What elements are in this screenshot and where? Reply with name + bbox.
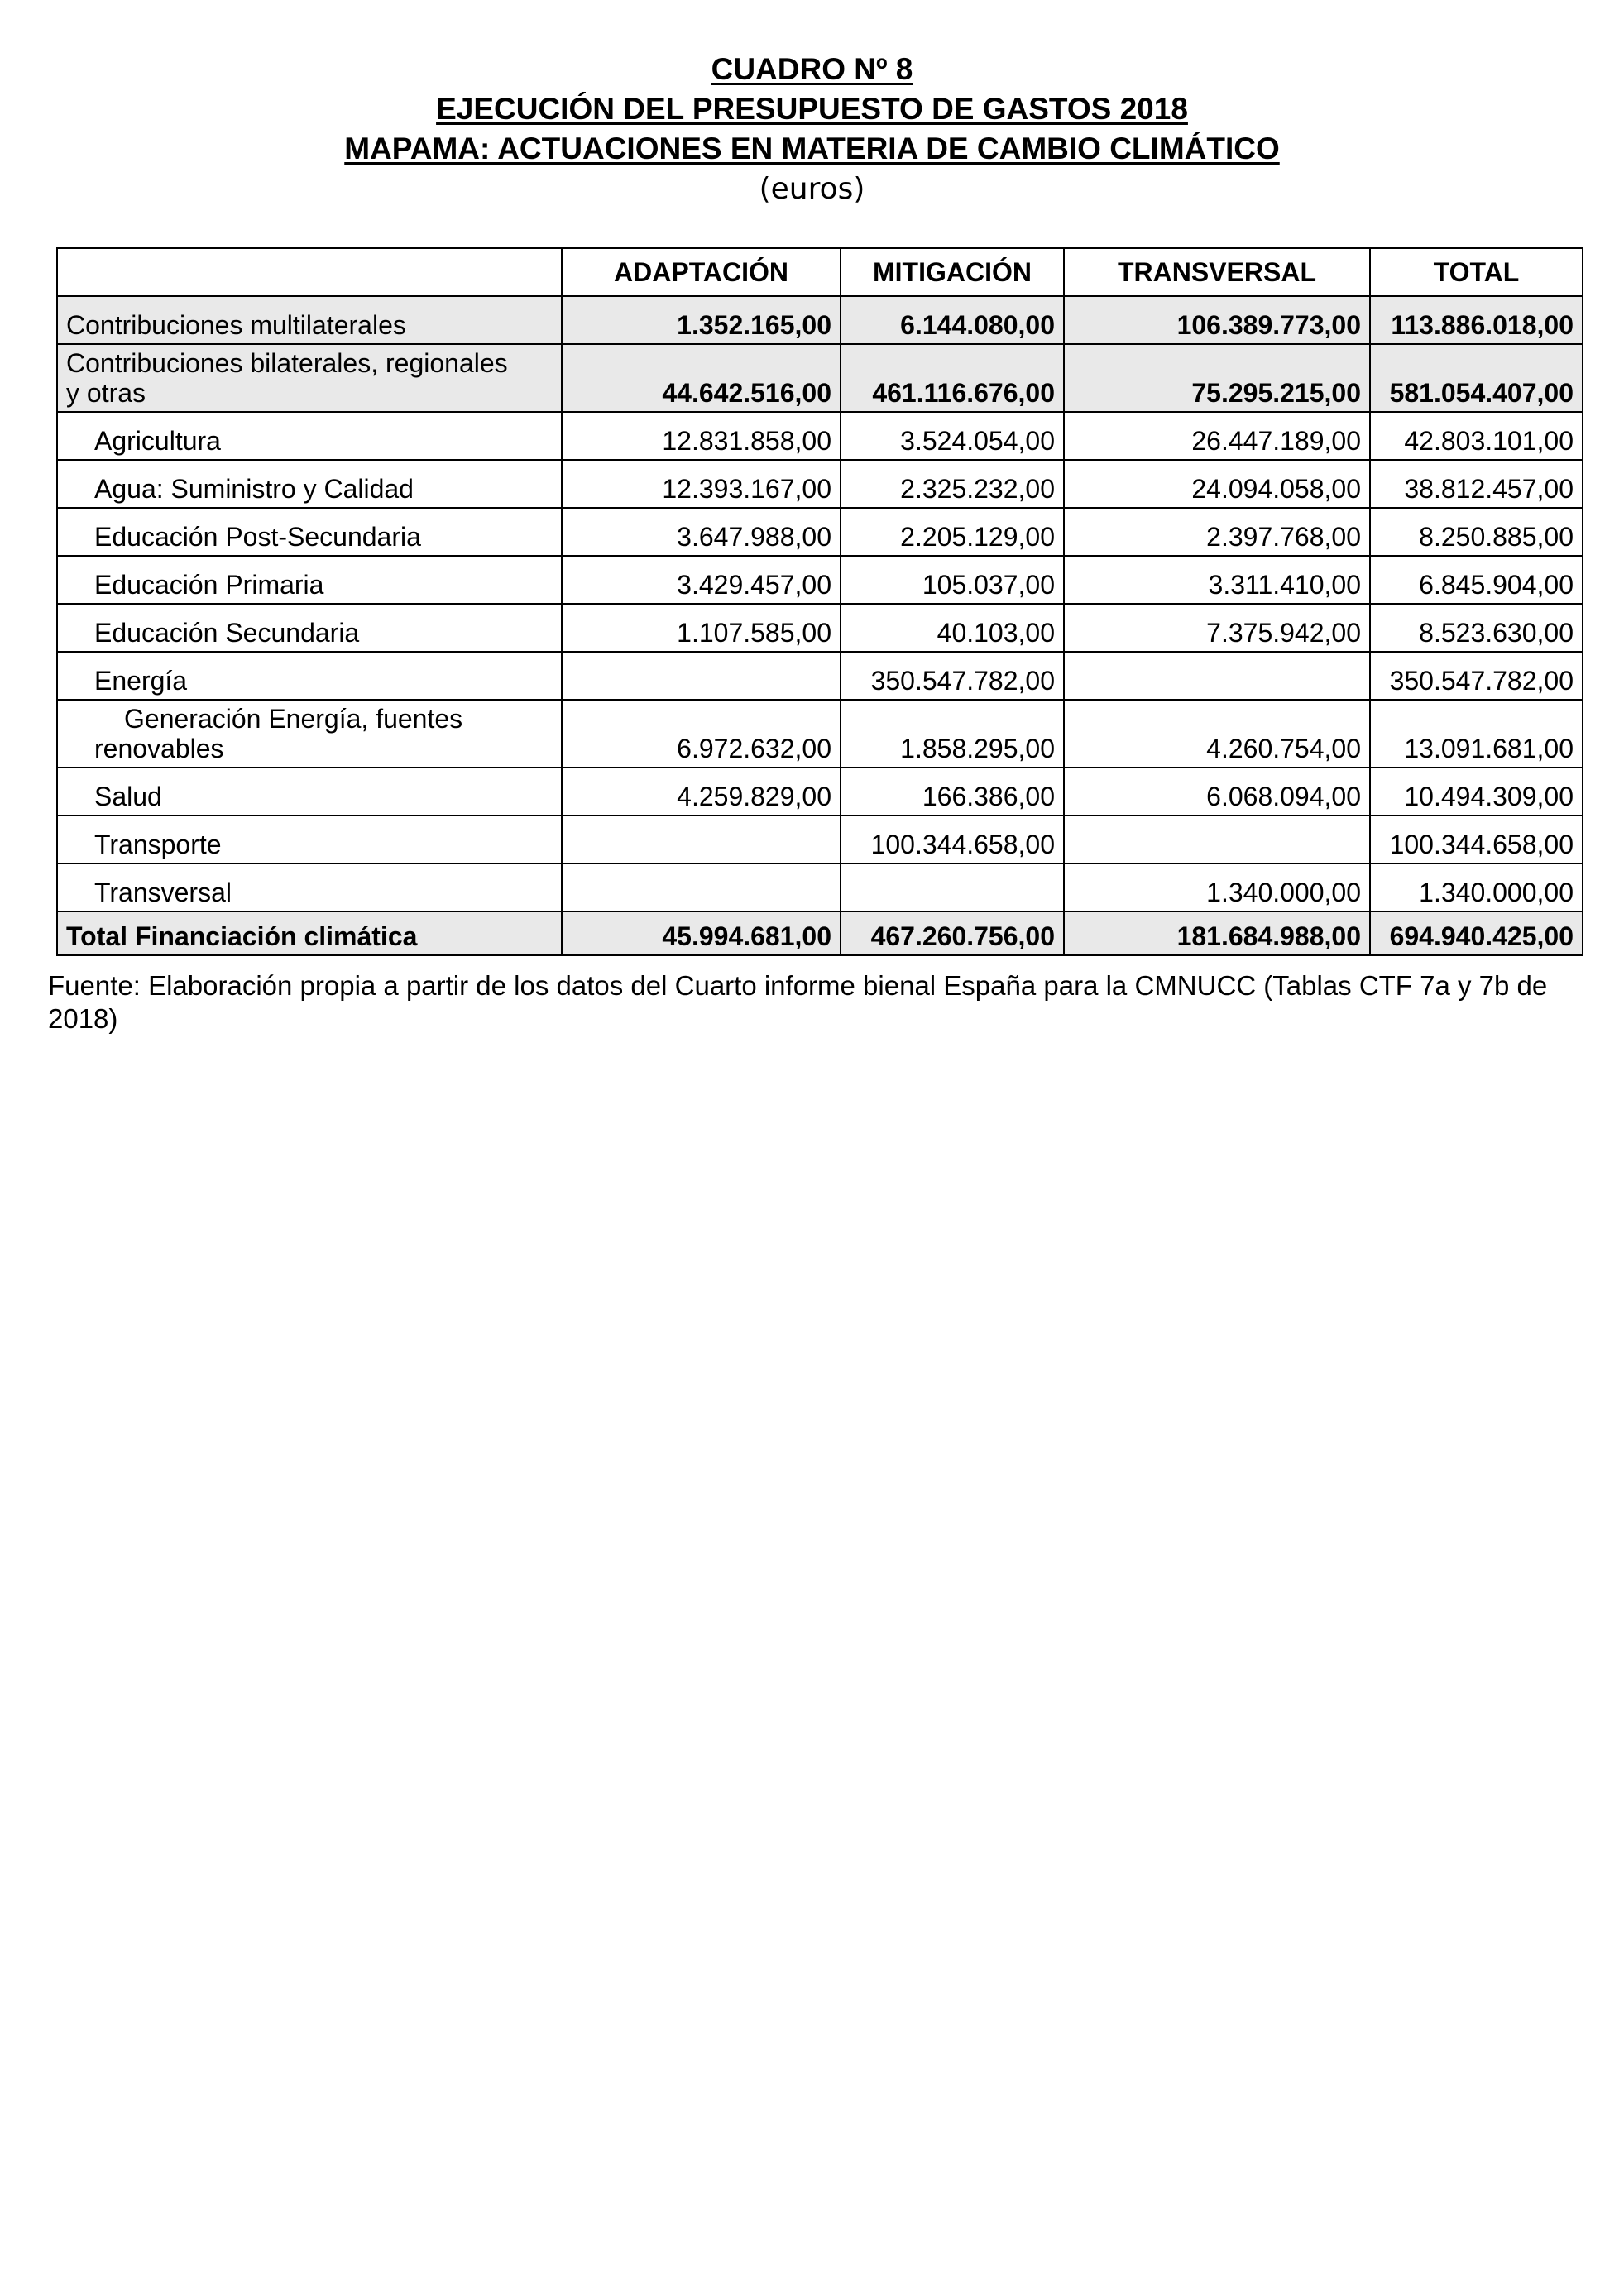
total-row [57, 911, 1583, 955]
table-row [57, 604, 1583, 652]
cell-value: 106.389.773,00 [1064, 296, 1370, 344]
cell-value: 100.344.658,00 [1370, 816, 1583, 863]
column-header-mitigacion: MITIGACIÓN [841, 248, 1064, 296]
table-row [57, 816, 1583, 863]
cell-value: 10.494.309,00 [1370, 768, 1583, 816]
cell-value: 461.116.676,00 [841, 344, 1064, 412]
cell-value: 1.352.165,00 [562, 296, 841, 344]
cell-value: 100.344.658,00 [841, 816, 1064, 863]
cell-value: 6.845.904,00 [1370, 556, 1583, 604]
cell-value: 6.144.080,00 [841, 296, 1064, 344]
cell-value: 38.812.457,00 [1370, 460, 1583, 508]
cell-value: 1.107.585,00 [562, 604, 841, 652]
cell-value: 7.375.942,00 [1064, 604, 1370, 652]
cell-value: 350.547.782,00 [1370, 652, 1583, 700]
table-row [57, 700, 1583, 768]
cell-value: 166.386,00 [841, 768, 1064, 816]
row-label-line: y otras [66, 378, 146, 408]
unit-label: (euros) [759, 172, 865, 206]
cell-value [841, 863, 1064, 911]
cell-value: 12.393.167,00 [562, 460, 841, 508]
cell-value: 113.886.018,00 [1370, 296, 1583, 344]
cell-value: 4.260.754,00 [1064, 700, 1370, 768]
cell-value: 105.037,00 [841, 556, 1064, 604]
source-note [48, 969, 1587, 1036]
cell-value [1064, 652, 1370, 700]
cell-value: 8.523.630,00 [1370, 604, 1583, 652]
row-label-line: renovables [94, 734, 224, 763]
cell-value: 2.205.129,00 [841, 508, 1064, 556]
table-row [57, 508, 1583, 556]
cell-value: 2.397.768,00 [1064, 508, 1370, 556]
cell-value: 45.994.681,00 [562, 911, 841, 955]
cell-value: 3.429.457,00 [562, 556, 841, 604]
cell-value: 6.068.094,00 [1064, 768, 1370, 816]
table-row [57, 296, 1583, 344]
row-label: Total Financiación climática [57, 911, 562, 955]
cell-value: 2.325.232,00 [841, 460, 1064, 508]
row-label: Transversal [57, 863, 562, 911]
table-number-title: CUADRO Nº 8 [711, 52, 913, 86]
row-label: Educación Primaria [57, 556, 562, 604]
row-label: Contribuciones multilaterales [57, 296, 562, 344]
row-label-line: Contribuciones bilaterales, regionales [66, 348, 508, 378]
row-label: Educación Secundaria [57, 604, 562, 652]
table-row [57, 344, 1583, 412]
cell-value: 1.340.000,00 [1370, 863, 1583, 911]
cell-value: 75.295.215,00 [1064, 344, 1370, 412]
table-row [57, 768, 1583, 816]
row-label: Transporte [57, 816, 562, 863]
cell-value: 350.547.782,00 [841, 652, 1064, 700]
cell-value: 44.642.516,00 [562, 344, 841, 412]
table-row [57, 556, 1583, 604]
table-row [57, 412, 1583, 460]
cell-value [1064, 816, 1370, 863]
cell-value: 1.340.000,00 [1064, 863, 1370, 911]
cell-value: 581.054.407,00 [1370, 344, 1583, 412]
table-header-row [57, 248, 1583, 296]
cell-value: 12.831.858,00 [562, 412, 841, 460]
cell-value: 3.311.410,00 [1064, 556, 1370, 604]
climate-finance-table [56, 247, 1583, 956]
cell-value: 6.972.632,00 [562, 700, 841, 768]
cell-value [562, 816, 841, 863]
source-note-line: 2018) [48, 1003, 118, 1034]
cell-value: 42.803.101,00 [1370, 412, 1583, 460]
row-label [57, 344, 562, 412]
table-row [57, 460, 1583, 508]
cell-value: 13.091.681,00 [1370, 700, 1583, 768]
cell-value: 3.524.054,00 [841, 412, 1064, 460]
column-header-transversal: TRANSVERSAL [1064, 248, 1370, 296]
row-label-line: Generación Energía, fuentes [124, 704, 463, 734]
cell-value [562, 863, 841, 911]
cell-value [562, 652, 841, 700]
column-header-total: TOTAL [1370, 248, 1583, 296]
cell-value: 467.260.756,00 [841, 911, 1064, 955]
column-header-adaptacion: ADAPTACIÓN [562, 248, 841, 296]
cell-value: 694.940.425,00 [1370, 911, 1583, 955]
cell-value: 4.259.829,00 [562, 768, 841, 816]
cell-value: 26.447.189,00 [1064, 412, 1370, 460]
budget-title: EJECUCIÓN DEL PRESUPUESTO DE GASTOS 2018 [436, 92, 1188, 126]
table-row [57, 652, 1583, 700]
cell-value: 8.250.885,00 [1370, 508, 1583, 556]
row-label: Educación Post-Secundaria [57, 508, 562, 556]
column-header-label [57, 248, 562, 296]
row-label: Salud [57, 768, 562, 816]
table-row [57, 863, 1583, 911]
cell-value: 3.647.988,00 [562, 508, 841, 556]
cell-value: 40.103,00 [841, 604, 1064, 652]
ministry-subtitle: MAPAMA: ACTUACIONES EN MATERIA DE CAMBIO CLIMÁTICO [344, 132, 1280, 165]
cell-value: 24.094.058,00 [1064, 460, 1370, 508]
cell-value: 181.684.988,00 [1064, 911, 1370, 955]
row-label: Energía [57, 652, 562, 700]
source-note-line: Fuente: Elaboración propia a partir de los datos del Cuarto informe bienal España para la CMNUCC (Tablas CTF 7a y 7b de [48, 970, 1548, 1001]
cell-value: 1.858.295,00 [841, 700, 1064, 768]
row-label: Agricultura [57, 412, 562, 460]
row-label [57, 700, 562, 768]
row-label: Agua: Suministro y Calidad [57, 460, 562, 508]
